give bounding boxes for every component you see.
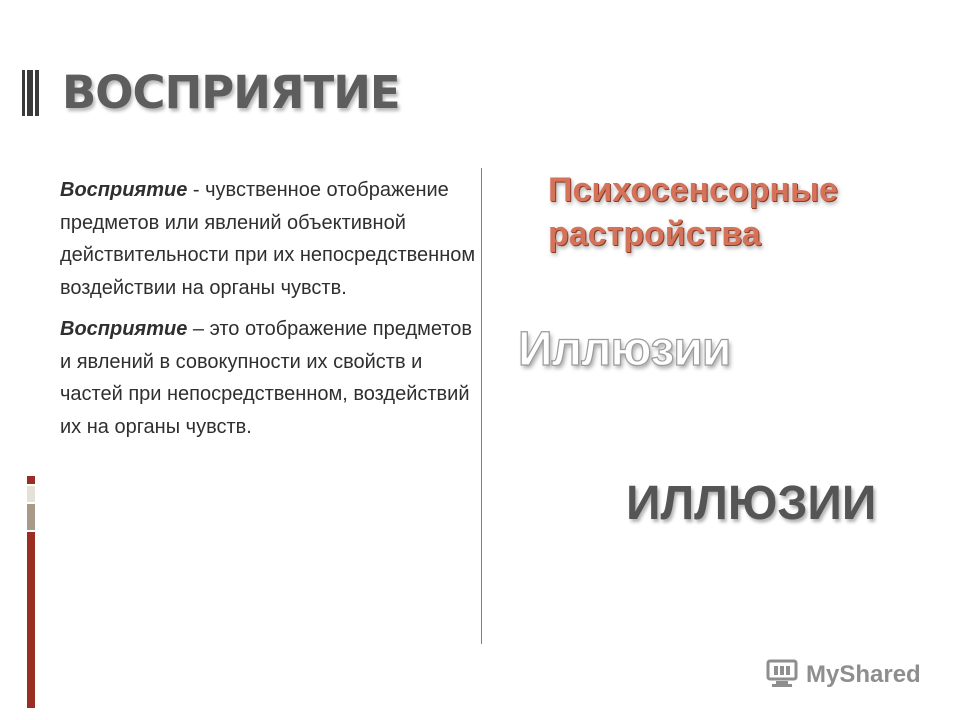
definition-term: Восприятие	[60, 179, 188, 201]
definition-text: – это отображение предметов и явлений в совокупности их свойств и частей при непосредственном, воздействий их на органы чувств.	[60, 318, 473, 438]
definition-paragraph-1	[60, 174, 480, 304]
slide-title: ВОСПРИЯТИЕ	[62, 66, 400, 119]
right-heading-line-2: растройства	[548, 215, 761, 253]
right-heading	[548, 168, 928, 256]
watermark	[766, 658, 921, 692]
column-divider	[481, 168, 482, 644]
monitor-icon	[766, 658, 800, 692]
definition-paragraph-2	[60, 313, 480, 443]
right-heading-line-1: Психосенсорные	[548, 171, 838, 209]
watermark-text: MyShared	[806, 661, 921, 688]
left-decoration-bars	[27, 476, 35, 708]
illusions-caps-text: ИЛЛЮЗИИ	[626, 477, 877, 530]
illusions-outlined-text: Иллюзии	[518, 323, 731, 376]
definitions-text	[60, 174, 480, 452]
title-decoration-bars	[22, 70, 42, 116]
definition-term: Восприятие	[60, 318, 188, 340]
definition-text: - чувственное отображение предметов или явлений объективной действительности при их непосредственном воздействии на органы чувств.	[60, 179, 476, 299]
